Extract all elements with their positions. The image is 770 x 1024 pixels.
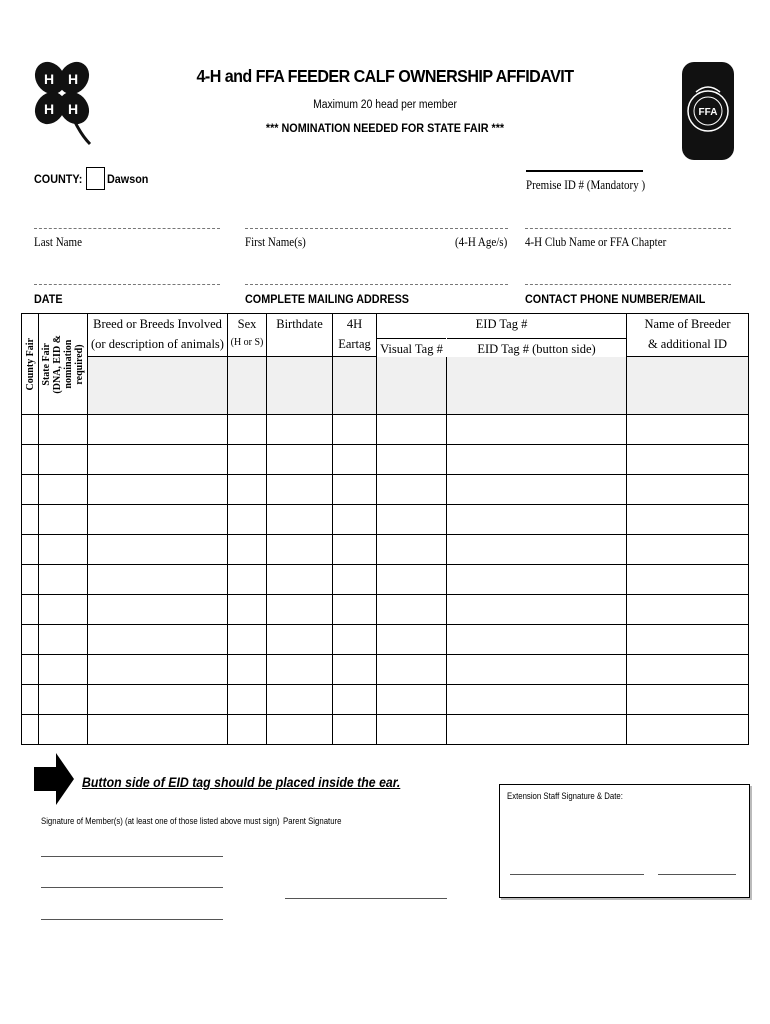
eartag-cell[interactable] bbox=[333, 475, 377, 505]
svg-text:H: H bbox=[68, 101, 79, 117]
state-fair-cell[interactable] bbox=[39, 475, 88, 505]
breed-cell[interactable] bbox=[88, 415, 228, 445]
state-fair-cell[interactable] bbox=[39, 505, 88, 535]
eid-button-cell[interactable] bbox=[447, 685, 627, 715]
breeder-cell[interactable] bbox=[627, 475, 749, 505]
eid-button-cell[interactable] bbox=[447, 535, 627, 565]
calf-table bbox=[21, 313, 749, 745]
breeder-cell[interactable] bbox=[627, 685, 749, 715]
member-signature-line-3[interactable] bbox=[41, 919, 223, 920]
eartag-cell[interactable] bbox=[333, 655, 377, 685]
visual-tag-cell[interactable] bbox=[377, 475, 447, 505]
breed-cell[interactable] bbox=[88, 595, 228, 625]
county-fair-cell[interactable] bbox=[22, 505, 39, 535]
visual-tag-cell[interactable] bbox=[377, 505, 447, 535]
state-fair-cell[interactable] bbox=[39, 565, 88, 595]
county-fair-cell[interactable] bbox=[22, 565, 39, 595]
last-name-line[interactable] bbox=[34, 228, 220, 229]
county-fair-cell[interactable] bbox=[22, 715, 39, 745]
eid-button-cell[interactable] bbox=[447, 475, 627, 505]
breeder-cell[interactable] bbox=[627, 715, 749, 745]
table-row bbox=[22, 445, 749, 475]
col-state-fair: State Fair (DNA, EID & nomination required) bbox=[39, 314, 88, 415]
contact-label: CONTACT PHONE NUMBER/EMAIL bbox=[525, 292, 706, 306]
col-breeder: Name of Breeder & additional ID bbox=[627, 314, 749, 357]
address-label: COMPLETE MAILING ADDRESS bbox=[245, 292, 410, 306]
table-row bbox=[22, 595, 749, 625]
breed-cell[interactable] bbox=[88, 715, 228, 745]
first-name-line[interactable] bbox=[245, 228, 508, 229]
birthdate-cell[interactable] bbox=[267, 685, 333, 715]
breed-cell[interactable] bbox=[88, 505, 228, 535]
premise-id-label: Premise ID # (Mandatory ) bbox=[526, 178, 646, 192]
date-label: DATE bbox=[34, 292, 63, 306]
visual-tag-cell[interactable] bbox=[377, 655, 447, 685]
visual-tag-cell[interactable] bbox=[377, 715, 447, 745]
col-county-fair: County Fair bbox=[22, 314, 39, 415]
svg-text:H: H bbox=[44, 101, 55, 117]
breeder-cell[interactable] bbox=[627, 625, 749, 655]
table-row bbox=[22, 505, 749, 535]
col-eid: EID Tag # bbox=[377, 314, 627, 357]
breeder-cell[interactable] bbox=[627, 445, 749, 475]
breeder-cell[interactable] bbox=[627, 565, 749, 595]
county-fair-cell[interactable] bbox=[22, 445, 39, 475]
eid-placement-note: Button side of EID tag should be placed inside the ear. bbox=[82, 774, 401, 790]
county-fair-cell[interactable] bbox=[22, 625, 39, 655]
parent-signature-line[interactable] bbox=[285, 898, 447, 899]
sex-cell[interactable] bbox=[228, 655, 267, 685]
state-fair-cell[interactable] bbox=[39, 685, 88, 715]
parent-signature-label: Parent Signature bbox=[283, 816, 342, 827]
birthdate-cell[interactable] bbox=[267, 535, 333, 565]
ages-label: (4-H Age/s) bbox=[455, 235, 508, 249]
eartag-cell[interactable] bbox=[333, 505, 377, 535]
club-line[interactable] bbox=[525, 228, 731, 229]
sex-cell[interactable] bbox=[228, 565, 267, 595]
eartag-cell[interactable] bbox=[333, 625, 377, 655]
sex-cell[interactable] bbox=[228, 415, 267, 445]
sex-cell[interactable] bbox=[228, 505, 267, 535]
member-signature-line-2[interactable] bbox=[41, 887, 223, 888]
eartag-cell[interactable] bbox=[333, 415, 377, 445]
state-fair-cell[interactable] bbox=[39, 445, 88, 475]
sex-cell[interactable] bbox=[228, 685, 267, 715]
last-name-label: Last Name bbox=[34, 235, 82, 249]
birthdate-cell[interactable] bbox=[267, 625, 333, 655]
county-fair-cell[interactable] bbox=[22, 475, 39, 505]
first-name-label: First Name(s) bbox=[245, 235, 306, 249]
svg-text:H: H bbox=[68, 71, 79, 87]
table-row bbox=[22, 685, 749, 715]
eartag-cell[interactable] bbox=[333, 685, 377, 715]
arrow-right-icon bbox=[34, 753, 74, 805]
club-label: 4-H Club Name or FFA Chapter bbox=[525, 235, 667, 249]
birthdate-cell[interactable] bbox=[267, 415, 333, 445]
eid-button-cell[interactable] bbox=[447, 655, 627, 685]
table-row bbox=[22, 625, 749, 655]
eid-button-cell[interactable] bbox=[447, 565, 627, 595]
state-fair-cell[interactable] bbox=[39, 535, 88, 565]
breed-cell[interactable] bbox=[88, 535, 228, 565]
birthdate-cell[interactable] bbox=[267, 595, 333, 625]
table-row bbox=[22, 565, 749, 595]
eid-button-cell[interactable] bbox=[447, 625, 627, 655]
eid-button-cell[interactable] bbox=[447, 445, 627, 475]
eid-button-cell[interactable] bbox=[447, 505, 627, 535]
svg-text:H: H bbox=[44, 71, 55, 87]
birthdate-cell[interactable] bbox=[267, 715, 333, 745]
county-checkbox[interactable] bbox=[86, 167, 105, 190]
birthdate-cell[interactable] bbox=[267, 505, 333, 535]
breed-cell[interactable] bbox=[88, 625, 228, 655]
birthdate-cell[interactable] bbox=[267, 655, 333, 685]
premise-id-line[interactable] bbox=[526, 170, 643, 172]
breed-cell[interactable] bbox=[88, 445, 228, 475]
page-title: 4-H and FFA FEEDER CALF OWNERSHIP AFFIDAVIT bbox=[196, 66, 574, 86]
breeder-cell[interactable] bbox=[627, 535, 749, 565]
col-breed: Breed or Breeds Involved (or description of animals) bbox=[88, 314, 228, 357]
member-signature-line-1[interactable] bbox=[41, 856, 223, 857]
sex-cell[interactable] bbox=[228, 625, 267, 655]
breed-cell[interactable] bbox=[88, 655, 228, 685]
county-value[interactable]: Dawson bbox=[107, 172, 149, 186]
svg-text:FFA: FFA bbox=[698, 107, 718, 118]
sex-cell[interactable] bbox=[228, 535, 267, 565]
state-fair-cell[interactable] bbox=[39, 415, 88, 445]
county-fair-cell[interactable] bbox=[22, 595, 39, 625]
visual-tag-cell[interactable] bbox=[377, 685, 447, 715]
birthdate-cell[interactable] bbox=[267, 445, 333, 475]
contact-line[interactable] bbox=[525, 284, 731, 285]
col-button-tag: EID Tag # (button side) bbox=[447, 357, 627, 415]
sex-cell[interactable] bbox=[228, 445, 267, 475]
county-fair-cell[interactable] bbox=[22, 655, 39, 685]
eid-button-cell[interactable] bbox=[447, 595, 627, 625]
sex-cell[interactable] bbox=[228, 595, 267, 625]
extension-signature-box bbox=[499, 784, 750, 898]
eartag-cell[interactable] bbox=[333, 535, 377, 565]
table-subheader-row bbox=[22, 357, 749, 415]
extension-signature-line[interactable] bbox=[510, 874, 644, 875]
visual-tag-cell[interactable] bbox=[377, 445, 447, 475]
visual-tag-cell[interactable] bbox=[377, 595, 447, 625]
visual-tag-cell[interactable] bbox=[377, 625, 447, 655]
col-visual-tag: Visual Tag # bbox=[377, 357, 447, 415]
breed-cell[interactable] bbox=[88, 685, 228, 715]
birthdate-cell[interactable] bbox=[267, 475, 333, 505]
eartag-cell[interactable] bbox=[333, 565, 377, 595]
nomination-notice: *** NOMINATION NEEDED FOR STATE FAIR *** bbox=[265, 121, 505, 135]
table-row bbox=[22, 415, 749, 445]
visual-tag-cell[interactable] bbox=[377, 535, 447, 565]
visual-tag-cell[interactable] bbox=[377, 415, 447, 445]
eartag-cell[interactable] bbox=[333, 445, 377, 475]
county-fair-cell[interactable] bbox=[22, 685, 39, 715]
eartag-cell[interactable] bbox=[333, 715, 377, 745]
breeder-cell[interactable] bbox=[627, 415, 749, 445]
extension-signature-label: Extension Staff Signature & Date: bbox=[507, 791, 623, 802]
eid-button-cell[interactable] bbox=[447, 715, 627, 745]
extension-date-line[interactable] bbox=[658, 874, 736, 875]
eartag-cell[interactable] bbox=[333, 595, 377, 625]
birthdate-cell[interactable] bbox=[267, 565, 333, 595]
breeder-cell[interactable] bbox=[627, 595, 749, 625]
breeder-cell[interactable] bbox=[627, 505, 749, 535]
county-label: COUNTY: bbox=[34, 172, 83, 186]
eid-button-cell[interactable] bbox=[447, 415, 627, 445]
sex-cell[interactable] bbox=[228, 715, 267, 745]
table-row bbox=[22, 535, 749, 565]
county-fair-cell[interactable] bbox=[22, 415, 39, 445]
page-subtitle: Maximum 20 head per member bbox=[313, 99, 457, 111]
table-row bbox=[22, 655, 749, 685]
visual-tag-cell[interactable] bbox=[377, 565, 447, 595]
county-fair-cell[interactable] bbox=[22, 535, 39, 565]
address-line[interactable] bbox=[245, 284, 508, 285]
date-line[interactable] bbox=[34, 284, 220, 285]
breed-cell[interactable] bbox=[88, 565, 228, 595]
col-sex: Sex (H or S) bbox=[228, 314, 267, 357]
col-birthdate: Birthdate bbox=[267, 314, 333, 357]
table-row bbox=[22, 715, 749, 745]
state-fair-cell[interactable] bbox=[39, 595, 88, 625]
table-row bbox=[22, 475, 749, 505]
breeder-cell[interactable] bbox=[627, 655, 749, 685]
member-signature-label: Signature of Member(s) (at least one of those listed above must sign) bbox=[41, 816, 280, 827]
state-fair-cell[interactable] bbox=[39, 655, 88, 685]
state-fair-cell[interactable] bbox=[39, 625, 88, 655]
sex-cell[interactable] bbox=[228, 475, 267, 505]
state-fair-cell[interactable] bbox=[39, 715, 88, 745]
col-4h-eartag: 4H Eartag bbox=[333, 314, 377, 357]
breed-cell[interactable] bbox=[88, 475, 228, 505]
